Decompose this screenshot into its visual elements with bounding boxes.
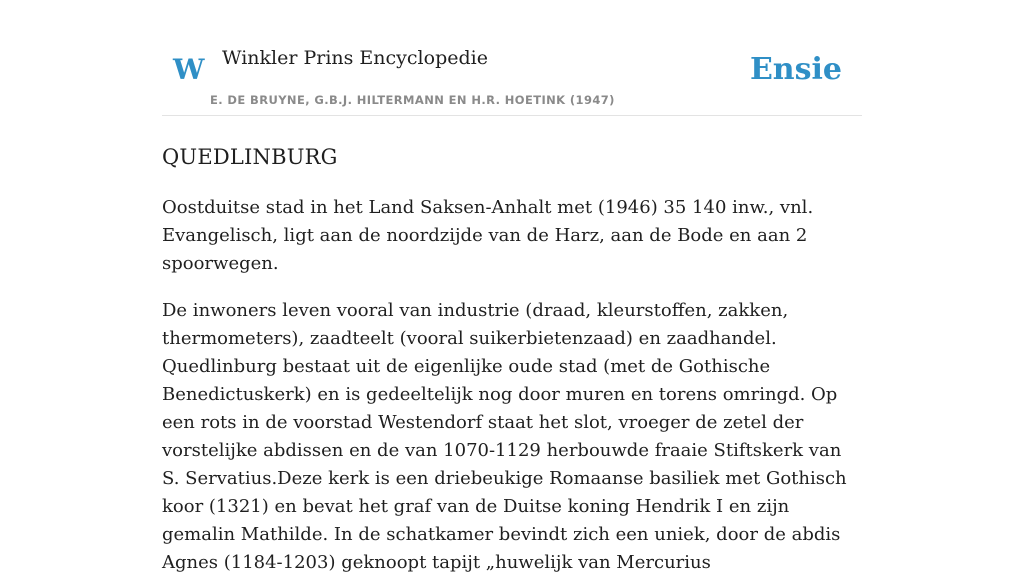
publication-authors: E. DE BRUYNE, G.B.J. HILTERMANN EN H.R. HOETINK (1947) (210, 93, 615, 107)
winkler-prins-logo[interactable]: W (173, 53, 205, 86)
ensie-logo[interactable]: Ensie (749, 52, 842, 87)
header (162, 0, 862, 116)
publication-title[interactable]: Winkler Prins Encyclopedie (222, 47, 488, 69)
article-paragraph-2: De inwoners leven vooral van industrie (draad, kleurstoffen, zakken, thermometers), zaadteelt (vooral suikerbietenzaad) en zaadhandel. Quedlinburg bestaat uit de eigenlijke oude stad (met de Gothische Benedictuskerk) en is gedeeltelijk nog door muren en torens omringd. Op een rots in de voorstad Westendorf staat het slot, vroeger de zetel der vorstelijke abdissen en de van 1070-1129 herbouwde fraaie Stiftskerk van S. Servatius.Deze kerk is een driebeukige Romaanse basiliek met Gothisch koor (1321) en bevat het graf van de Duitse koning Hendrik I en zijn gemalin Mathilde. In de schatkamer bevindt zich een uniek, door de abdis Agnes (1184-1203) geknoopt tapijt „huwelijk van Mercurius (162, 300, 847, 573)
page (162, 0, 862, 573)
article-paragraph-1: Oostduitse stad in het Land Saksen-Anhalt met (1946) 35 140 inw., vnl. Evangelisch, ligt aan de noordzijde van de Harz, aan de Bode en aan 2 spoorwegen. (162, 197, 814, 274)
article-title: QUEDLINBURG (162, 145, 338, 169)
